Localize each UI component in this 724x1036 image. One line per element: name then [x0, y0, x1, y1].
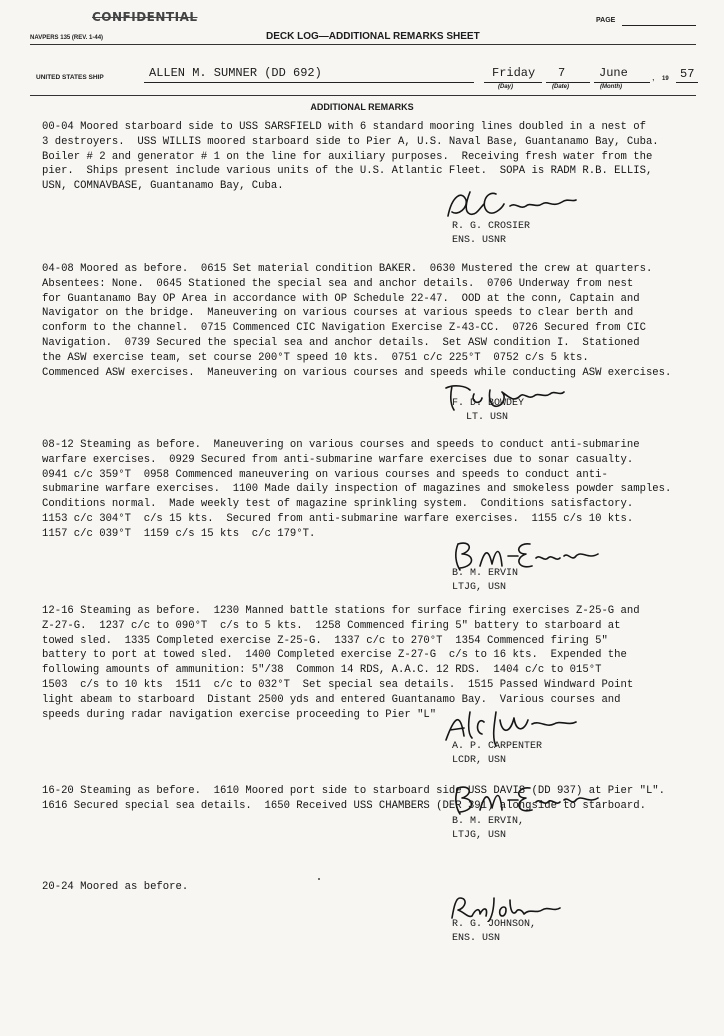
year-comma: , [652, 72, 655, 82]
form-title: DECK LOG—ADDITIONAL REMARKS SHEET [266, 31, 480, 42]
year-prefix: 19 [662, 76, 669, 82]
day-line [484, 82, 542, 83]
log-entry-16-20: 16-20 Steaming as before. 1610 Moored port side to starboard side USS DAVIS (DD 937) at Pier "L". 1616 Secured special sea details. 1650 Received USS CHAMBERS (DER 391) alongside to starboard. [42, 785, 666, 812]
month-caption: (Month) [600, 84, 622, 90]
ship-name: ALLEN M. SUMNER (DD 692) [149, 66, 322, 80]
month-line [594, 82, 650, 83]
signer-rank-ervin-1: LTJG, USN [452, 582, 507, 593]
signer-name-carpenter: A. P. CARPENTER [452, 741, 543, 752]
log-entry-08-12: 08-12 Steaming as before. Maneuvering on various courses and speeds to conduct anti-submarine warfare exercises. 0929 Secured from anti-submarine warfare exercises due to sonar casualty. 0941 c/c 359°T 0958 Commenced maneuvering on various courses and speeds to conduct anti- submarine warfare exercises. 1100 Made daily inspection of magazines and smokeless powder samples. Conditions normal. Made weekly test of magazine sprinkling system. Conditions satisfactory. 1153 c/c 304°T c/s 15 kts. Secured from anti-submarine warfare exercises. 1155 c/s 10 kts. 1157 c/c 039°T 1159 c/s 15 kts c/c 179°T. [42, 439, 672, 540]
signer-name-ervin-1: B. M. ERVIN [452, 568, 519, 579]
log-entry-20-24: 20-24 Moored as before. [42, 881, 189, 893]
signer-rank-ervin-2: LTJG, USN [452, 830, 507, 841]
signer-name-crosier: R. G. CROSIER [452, 221, 531, 232]
day-caption: (Day) [498, 84, 514, 90]
signer-name-bowdey: F. D. BOWDEY [452, 398, 525, 409]
signer-rank-crosier: ENS. USNR [452, 235, 507, 246]
log-day: Friday [492, 66, 536, 80]
date-line [546, 82, 590, 83]
form-number: NAVPERS 135 (REV. 1-44) [30, 35, 104, 41]
signer-rank-carpenter: LCDR, USN [452, 755, 507, 766]
page-label: PAGE [596, 17, 616, 24]
paper-speck [318, 878, 320, 880]
signature-ervin-2 [448, 780, 608, 820]
section-rule [30, 95, 696, 96]
log-date: 7 [558, 66, 566, 80]
signer-name-johnson: R. G. JOHNSON, [452, 919, 537, 930]
log-month: June [599, 66, 628, 80]
ship-name-line [144, 82, 474, 83]
log-entry-12-16: 12-16 Steaming as before. 1230 Manned battle stations for surface firing exercises Z-25-G and Z-27-G. 1237 c/c to 090°T c/s to 5 kts. 1258 Commenced firing 5" battery to starboard at towed sled. 1335 Completed exercise Z-25-G. 1337 c/c to 270°T 1354 Commenced firing 5" battery to port at towed sled. 1400 Completed exercise Z-27-G c/s to 16 kts. Expended the following amounts of ammunition: 5"/38 Common 14 RDS, A.A.C. 12 RDS. 1404 c/c to 015°T 1503 c/s to 10 kts 1511 c/c to 032°T Set special sea details. 1515 Passed Windward Point light abeam to starboard Distant 2500 yds and entered Guantanamo Bay. Various courses and speeds during radar navigation exercise proceeding to Pier "L" [42, 605, 640, 721]
log-entry-00-04: 00-04 Moored starboard side to USS SARSFIELD with 6 standard mooring lines doubled in a nest of 3 destroyers. USS WILLIS moored starboard side to Pier A, U.S. Naval Base, Guantanamo Bay, Cuba. Boiler # 2 and generator # 1 on the line for auxiliary purposes. Receiving fresh water from the pier. Ships present include various units of the U.S. Atlantic Fleet. SOPA is RADM R.B. ELLIS, USN, COMNAVBASE, Guantanamo Bay, Cuba. [42, 121, 659, 193]
classification-stamp: CONFIDENTIAL [92, 10, 198, 24]
section-title: ADDITIONAL REMARKS [310, 102, 414, 112]
log-year: 57 [680, 67, 695, 81]
signer-rank-johnson: ENS. USN [452, 933, 501, 944]
ship-label: UNITED STATES SHIP [36, 74, 104, 81]
signer-name-ervin-2: B. M. ERVIN, [452, 816, 525, 827]
signer-rank-bowdey: LT. USN [466, 412, 509, 423]
header-rule [30, 44, 696, 45]
year-line [676, 82, 698, 83]
signature-crosier [440, 186, 580, 224]
log-entry-04-08: 04-08 Moored as before. 0615 Set material condition BAKER. 0630 Mustered the crew at quarters. Absentees: None. 0645 Stationed the special sea and anchor details. 0706 Underway from nest for Guantanamo Bay OP Area in accordance with OP Schedule 22-47. OOD at the conn, Captain and Navigator on the bridge. Maneuvering on various courses at various speeds to clear berth and conform to the channel. 0715 Commenced CIC Navigation Exercise Z-43-CC. 0726 Secured from CIC Navigation. 0739 Secured the special sea and anchor details. Set ASW condition I. Stationed the ASW exercise team, set course 200°T speed 10 kts. 0751 c/c 225°T 0752 c/s 5 kts. Commenced ASW exercises. Maneuvering on various courses and speeds while conducting ASW exercises. [42, 263, 672, 379]
date-caption: (Date) [552, 84, 570, 90]
page-number-line [622, 25, 696, 26]
